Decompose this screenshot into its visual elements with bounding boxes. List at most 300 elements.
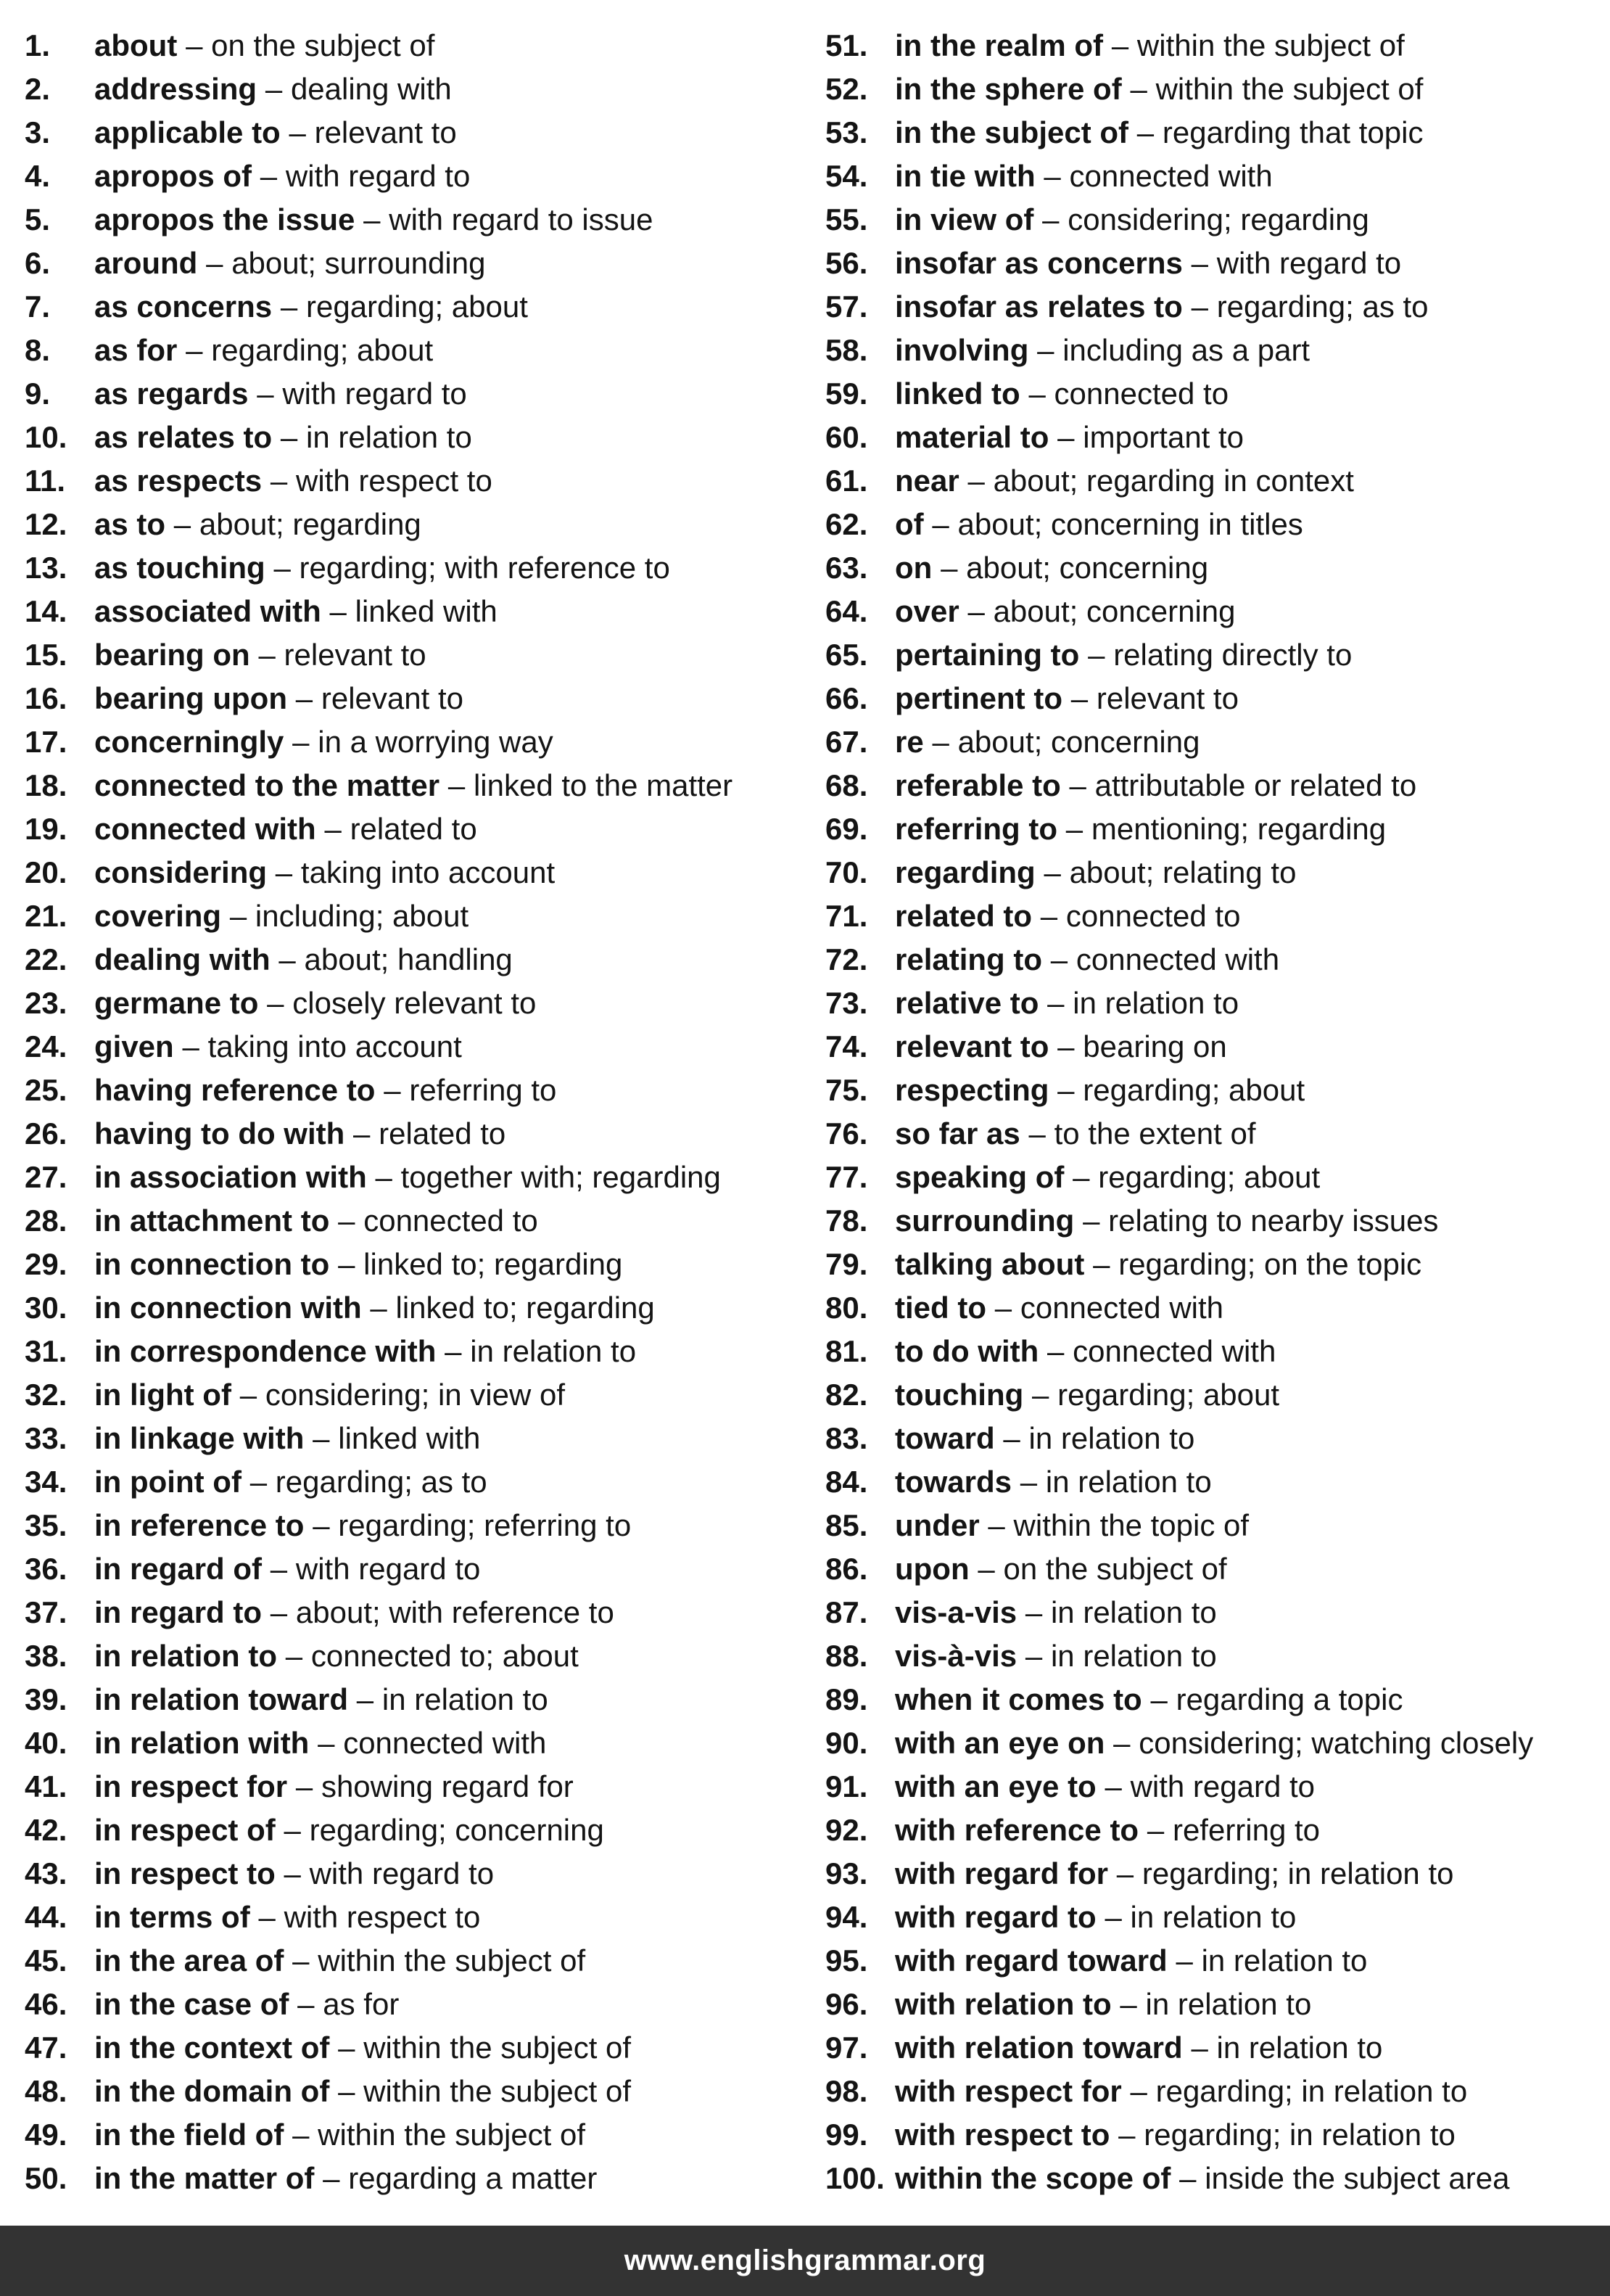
- item-text: [94, 1460, 487, 1504]
- item-separator: –: [1003, 1421, 1020, 1455]
- item-separator: –: [932, 507, 949, 541]
- item-separator: –: [978, 1552, 995, 1586]
- list-item: [25, 111, 815, 155]
- item-text: [94, 1547, 480, 1591]
- item-number: 72.: [825, 942, 868, 976]
- footer-website[interactable]: www.englishgrammar.org: [624, 2244, 986, 2276]
- item-separator: –: [284, 1813, 301, 1847]
- list-item: [825, 938, 1605, 982]
- item-number: 91.: [825, 1769, 868, 1803]
- list-item: [25, 807, 815, 851]
- item-text: [895, 720, 1200, 764]
- item-definition: with regard to: [282, 377, 467, 411]
- item-separator: –: [318, 1726, 335, 1760]
- item-definition: on the subject of: [1003, 1552, 1227, 1586]
- item-term: apropos of: [94, 159, 252, 193]
- item-term: with relation to: [895, 1987, 1112, 2021]
- item-term: in view of: [895, 202, 1034, 236]
- item-text: [94, 372, 467, 416]
- item-definition: together with; regarding: [400, 1160, 721, 1194]
- item-term: as regards: [94, 377, 249, 411]
- item-number: 58.: [825, 333, 868, 367]
- item-text: [94, 198, 653, 242]
- item-separator: –: [275, 855, 293, 889]
- item-number: 62.: [825, 507, 868, 541]
- item-term: in the subject of: [895, 115, 1129, 149]
- item-definition: with regard to: [1130, 1769, 1316, 1803]
- list-item: [825, 1112, 1605, 1156]
- item-definition: within the topic of: [1013, 1508, 1250, 1542]
- item-text: [94, 982, 536, 1025]
- list-item: [825, 851, 1605, 894]
- item-definition: about; with reference to: [295, 1595, 614, 1629]
- item-definition: linked to; regarding: [363, 1247, 623, 1281]
- list-item: [825, 198, 1605, 242]
- item-text: [895, 938, 1279, 982]
- item-number: 18.: [25, 768, 67, 802]
- item-separator: –: [1130, 72, 1147, 106]
- item-number: 94.: [825, 1900, 868, 1934]
- item-separator: –: [1120, 1987, 1137, 2021]
- item-separator: –: [1191, 289, 1208, 324]
- item-term: relating to: [895, 942, 1043, 976]
- item-term: in terms of: [94, 1900, 250, 1934]
- item-text: [895, 1504, 1249, 1547]
- item-separator: –: [285, 1639, 303, 1673]
- item-separator: –: [1042, 202, 1060, 236]
- item-definition: regarding; in relation to: [1142, 1856, 1454, 1890]
- list-item: [825, 285, 1605, 329]
- item-number: 23.: [25, 986, 67, 1020]
- item-definition: with regard to issue: [389, 202, 653, 236]
- item-definition: related to: [379, 1116, 506, 1151]
- item-number: 65.: [825, 638, 868, 672]
- item-number: 15.: [25, 638, 67, 672]
- item-term: around: [94, 246, 198, 280]
- item-text: [94, 938, 513, 982]
- item-definition: regarding that topic: [1162, 115, 1424, 149]
- item-number: 82.: [825, 1378, 868, 1412]
- item-number: 50.: [25, 2161, 67, 2195]
- item-separator: –: [1073, 1160, 1090, 1194]
- item-term: with respect for: [895, 2074, 1122, 2108]
- item-number: 83.: [825, 1421, 868, 1455]
- item-definition: about; concerning: [966, 551, 1209, 585]
- item-definition: about; concerning: [993, 594, 1236, 628]
- item-number: 88.: [825, 1639, 868, 1673]
- list-item: [825, 1156, 1605, 1199]
- item-term: connected to the matter: [94, 768, 440, 802]
- item-term: pertinent to: [895, 681, 1062, 715]
- list-item: [825, 1547, 1605, 1591]
- item-number: 28.: [25, 1203, 67, 1238]
- item-separator: –: [249, 1465, 268, 1499]
- item-definition: with regard to: [285, 159, 471, 193]
- item-term: of: [895, 507, 924, 541]
- item-separator: –: [1118, 2118, 1136, 2152]
- item-definition: within the subject of: [318, 1943, 586, 1978]
- item-number: 87.: [825, 1595, 868, 1629]
- item-number: 77.: [825, 1160, 868, 1194]
- item-number: 11.: [25, 464, 66, 498]
- list-item: [25, 851, 815, 894]
- item-number: 20.: [25, 855, 67, 889]
- item-term: relative to: [895, 986, 1039, 1020]
- item-text: [895, 1678, 1403, 1721]
- item-number: 86.: [825, 1552, 868, 1586]
- item-text: [895, 1156, 1320, 1199]
- item-number: 30.: [25, 1291, 67, 1325]
- item-number: 66.: [825, 681, 868, 715]
- item-text: [895, 1939, 1367, 1983]
- item-separator: –: [295, 681, 313, 715]
- item-number: 48.: [25, 2074, 67, 2108]
- item-definition: linked to the matter: [473, 768, 733, 802]
- item-text: [94, 1678, 548, 1721]
- item-term: in the field of: [94, 2118, 284, 2152]
- list-item: [825, 1243, 1605, 1286]
- item-separator: –: [1070, 681, 1089, 715]
- item-separator: –: [229, 899, 247, 933]
- item-number: 96.: [825, 1987, 868, 2021]
- item-definition: relating directly to: [1113, 638, 1353, 672]
- item-definition: bearing on: [1083, 1029, 1227, 1063]
- item-number: 22.: [25, 942, 67, 976]
- item-text: [895, 1330, 1276, 1373]
- item-text: [895, 1809, 1320, 1852]
- list-item: [25, 285, 815, 329]
- item-term: near: [895, 464, 959, 498]
- item-term: in connection with: [94, 1291, 362, 1325]
- item-number: 80.: [825, 1291, 868, 1325]
- item-term: talking about: [895, 1247, 1085, 1281]
- item-term: in reference to: [94, 1508, 305, 1542]
- list-item: [25, 459, 815, 503]
- item-separator: –: [1147, 1813, 1165, 1847]
- item-separator: –: [1025, 1639, 1043, 1673]
- list-item: [25, 1373, 815, 1417]
- item-term: with relation toward: [895, 2030, 1183, 2065]
- item-separator: –: [1044, 159, 1061, 193]
- item-text: [94, 1069, 556, 1112]
- item-number: 41.: [25, 1769, 67, 1803]
- item-definition: regarding; about: [1098, 1160, 1321, 1194]
- item-term: in the context of: [94, 2030, 330, 2065]
- list-item: [825, 416, 1605, 459]
- item-definition: within the subject of: [363, 2030, 632, 2065]
- item-term: in the sphere of: [895, 72, 1122, 106]
- item-number: 26.: [25, 1116, 67, 1151]
- item-number: 64.: [825, 594, 868, 628]
- item-text: [94, 894, 468, 938]
- item-text: [895, 1634, 1217, 1678]
- item-term: speaking of: [895, 1160, 1065, 1194]
- list-item: [25, 1765, 815, 1809]
- item-separator: –: [206, 246, 223, 280]
- item-term: tied to: [895, 1291, 986, 1325]
- item-definition: considering; in view of: [265, 1378, 566, 1412]
- item-separator: –: [445, 1334, 462, 1368]
- item-text: [895, 590, 1236, 633]
- item-text: [895, 1112, 1256, 1156]
- item-text: [94, 416, 472, 459]
- item-separator: –: [1176, 1943, 1193, 1978]
- item-number: 46.: [25, 1987, 67, 2021]
- item-number: 35.: [25, 1508, 67, 1542]
- item-term: in regard of: [94, 1552, 263, 1586]
- item-number: 49.: [25, 2118, 67, 2152]
- item-separator: –: [1179, 2161, 1197, 2195]
- item-separator: –: [1191, 246, 1208, 280]
- item-text: [94, 2157, 597, 2200]
- item-term: given: [94, 1029, 174, 1063]
- item-separator: –: [313, 1508, 330, 1542]
- item-definition: including as a part: [1062, 333, 1310, 367]
- list-item: [825, 1330, 1605, 1373]
- item-text: [94, 546, 670, 590]
- item-text: [895, 155, 1273, 198]
- item-text: [895, 242, 1401, 285]
- item-text: [94, 155, 470, 198]
- list-item: [25, 198, 815, 242]
- item-term: in connection to: [94, 1247, 330, 1281]
- list-item: [25, 1199, 815, 1243]
- item-separator: –: [370, 1291, 387, 1325]
- list-item: [25, 590, 815, 633]
- list-item: [25, 2026, 815, 2070]
- item-text: [94, 1896, 480, 1939]
- list-item: [25, 1983, 815, 2026]
- item-number: 54.: [825, 159, 868, 193]
- item-separator: –: [1047, 1334, 1065, 1368]
- item-definition: in relation to: [1028, 1421, 1195, 1455]
- item-term: regarding: [895, 855, 1036, 889]
- item-term: touching: [895, 1378, 1024, 1412]
- item-definition: regarding; concerning: [309, 1813, 604, 1847]
- item-number: 75.: [825, 1073, 868, 1107]
- list-item: [25, 2157, 815, 2200]
- item-separator: –: [292, 725, 310, 759]
- item-definition: about; regarding: [199, 507, 421, 541]
- item-separator: –: [289, 115, 306, 149]
- list-item: [25, 677, 815, 720]
- item-number: 68.: [825, 768, 868, 802]
- item-text: [94, 1286, 655, 1330]
- item-number: 24.: [25, 1029, 67, 1063]
- item-text: [895, 329, 1310, 372]
- item-definition: connected with: [1069, 159, 1273, 193]
- list-item: [825, 633, 1605, 677]
- item-text: [895, 198, 1369, 242]
- item-separator: –: [338, 2074, 355, 2108]
- item-number: 34.: [25, 1465, 67, 1499]
- item-separator: –: [1050, 942, 1068, 976]
- item-text: [94, 2070, 631, 2113]
- item-definition: taking into account: [300, 855, 556, 889]
- item-term: as to: [94, 507, 166, 541]
- item-text: [895, 546, 1208, 590]
- item-text: [94, 242, 485, 285]
- item-text: [895, 2026, 1382, 2070]
- item-number: 95.: [825, 1943, 868, 1978]
- item-text: [895, 1765, 1315, 1809]
- list-item: [25, 372, 815, 416]
- item-number: 81.: [825, 1334, 868, 1368]
- item-text: [94, 677, 463, 720]
- item-definition: inside the subject area: [1205, 2161, 1510, 2195]
- item-term: considering: [94, 855, 268, 889]
- item-separator: –: [447, 768, 466, 802]
- item-number: 9.: [25, 377, 51, 411]
- item-definition: about; regarding in context: [993, 464, 1354, 498]
- item-definition: in relation to: [1201, 1943, 1368, 1978]
- list-item: [825, 67, 1605, 111]
- item-separator: –: [1116, 1856, 1134, 1890]
- item-separator: –: [1057, 1029, 1075, 1063]
- item-term: related to: [895, 899, 1033, 933]
- item-text: [895, 285, 1429, 329]
- item-number: 39.: [25, 1682, 67, 1716]
- item-separator: –: [173, 507, 191, 541]
- item-text: [895, 1460, 1212, 1504]
- item-separator: –: [186, 333, 203, 367]
- item-number: 38.: [25, 1639, 67, 1673]
- item-separator: –: [273, 551, 291, 585]
- item-separator: –: [280, 420, 298, 454]
- item-number: 70.: [825, 855, 868, 889]
- item-text: [94, 1112, 505, 1156]
- item-term: bearing upon: [94, 681, 287, 715]
- list-item: [825, 894, 1605, 938]
- list-item: [25, 1460, 815, 1504]
- item-number: 25.: [25, 1073, 67, 1107]
- item-number: 76.: [825, 1116, 868, 1151]
- item-number: 27.: [25, 1160, 67, 1194]
- item-term: in the area of: [94, 1943, 284, 1978]
- item-definition: in relation to: [381, 1682, 548, 1716]
- item-text: [895, 459, 1354, 503]
- item-term: in correspondence with: [94, 1334, 437, 1368]
- item-definition: about; concerning in titles: [957, 507, 1303, 541]
- item-separator: –: [1069, 768, 1086, 802]
- list-item: [25, 1156, 815, 1199]
- item-number: 59.: [825, 377, 868, 411]
- item-separator: –: [941, 551, 958, 585]
- item-term: in linkage with: [94, 1421, 305, 1455]
- list-item: [25, 1634, 815, 1678]
- item-number: 99.: [825, 2118, 868, 2152]
- item-text: [94, 24, 434, 67]
- list-item: [25, 1939, 815, 1983]
- item-text: [895, 1199, 1438, 1243]
- list-item: [25, 720, 815, 764]
- item-text: [895, 1243, 1421, 1286]
- item-number: 5.: [25, 202, 51, 236]
- item-definition: mentioning; regarding: [1091, 812, 1387, 846]
- list-item: [825, 111, 1605, 155]
- item-term: in tie with: [895, 159, 1036, 193]
- item-separator: –: [297, 1987, 315, 2021]
- item-number: 89.: [825, 1682, 868, 1716]
- item-separator: –: [1028, 377, 1046, 411]
- item-term: respecting: [895, 1073, 1049, 1107]
- item-number: 1.: [25, 28, 51, 62]
- item-text: [895, 1983, 1311, 2026]
- item-text: [895, 111, 1423, 155]
- list-item: [25, 982, 815, 1025]
- item-term: in light of: [94, 1378, 231, 1412]
- list-item: [825, 1721, 1605, 1765]
- list-item: [825, 590, 1605, 633]
- item-number: 52.: [825, 72, 868, 106]
- item-number: 7.: [25, 289, 51, 324]
- item-definition: relevant to: [284, 638, 426, 672]
- item-text: [94, 1852, 494, 1896]
- item-number: 74.: [825, 1029, 868, 1063]
- item-definition: with regard to: [1216, 246, 1402, 280]
- list-item: [25, 894, 815, 938]
- item-number: 79.: [825, 1247, 868, 1281]
- item-number: 71.: [825, 899, 868, 933]
- list-item: [25, 503, 815, 546]
- item-definition: referring to: [1172, 1813, 1321, 1847]
- list-item: [25, 546, 815, 590]
- list-item: [825, 2070, 1605, 2113]
- item-definition: with regard to: [309, 1856, 495, 1890]
- item-term: in point of: [94, 1465, 242, 1499]
- item-number: 51.: [825, 28, 868, 62]
- item-definition: linked to; regarding: [395, 1291, 655, 1325]
- item-definition: considering; watching closely: [1139, 1726, 1534, 1760]
- item-definition: connected with: [343, 1726, 547, 1760]
- item-definition: regarding; about: [1083, 1073, 1305, 1107]
- item-text: [94, 764, 732, 807]
- item-separator: –: [1191, 2030, 1208, 2065]
- item-text: [895, 1591, 1217, 1634]
- item-definition: within the subject of: [1155, 72, 1424, 106]
- item-definition: referring to: [409, 1073, 557, 1107]
- item-term: toward: [895, 1421, 995, 1455]
- item-separator: –: [1088, 638, 1105, 672]
- item-term: as touching: [94, 551, 265, 585]
- item-text: [94, 2113, 585, 2157]
- list-item: [825, 546, 1605, 590]
- item-separator: –: [1032, 1378, 1049, 1412]
- item-term: vis-à-vis: [895, 1639, 1017, 1673]
- item-definition: on the subject of: [211, 28, 435, 62]
- item-definition: dealing with: [290, 72, 452, 106]
- item-term: covering: [94, 899, 222, 933]
- item-term: with an eye to: [895, 1769, 1097, 1803]
- item-definition: regarding a topic: [1176, 1682, 1403, 1716]
- item-separator: –: [967, 594, 985, 628]
- item-separator: –: [270, 1595, 288, 1629]
- item-number: 63.: [825, 551, 868, 585]
- item-number: 8.: [25, 333, 51, 367]
- item-separator: –: [338, 1247, 355, 1281]
- list-item: [25, 242, 815, 285]
- item-term: linked to: [895, 377, 1020, 411]
- list-item: [25, 67, 815, 111]
- item-definition: in relation to: [1145, 1987, 1312, 2021]
- item-term: so far as: [895, 1116, 1020, 1151]
- item-definition: connected to: [363, 1203, 538, 1238]
- item-text: [895, 1721, 1533, 1765]
- item-number: 10.: [25, 420, 67, 454]
- item-number: 90.: [825, 1726, 868, 1760]
- item-term: in relation with: [94, 1726, 310, 1760]
- item-text: [94, 1504, 631, 1547]
